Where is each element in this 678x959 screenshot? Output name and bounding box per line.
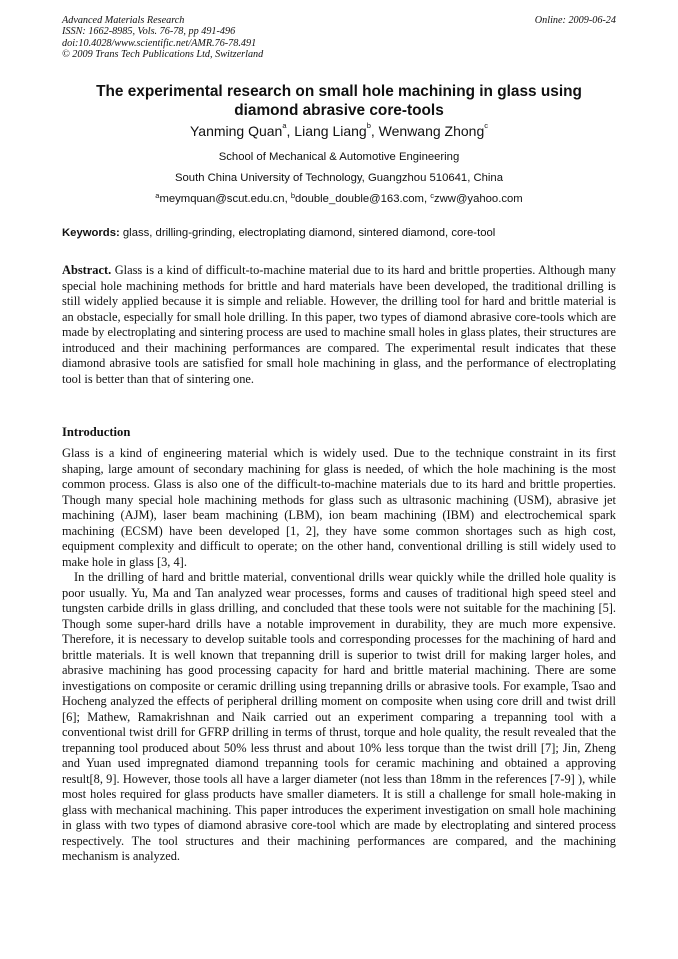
intro-paragraph: Glass is a kind of engineering material which is widely used. Due to the technique constraint in its first shaping, large amount of secondary machining for glass is needed, of which the hole machining is the most common process. Glass is also one of the difficult-to-machine materials due to its hard and brittle properties. Though many special hole machining methods for glass such as ultrasonic machining (USM), abrasive jet machining (AJM), laser beam machining (LBM), ion beam machining (IBM) and electrochemical spark machining (ECSM) have been developed [1, 2], they have some common shortages such as high cost, equipment complexity and difficult to operate; on the other hand, conventional drilling is still widely used to make hole in glass [3, 4]. xyxy=(62,446,616,569)
abstract-paragraph xyxy=(62,263,616,387)
author-name: Wenwang Zhong xyxy=(378,123,485,139)
keywords-text: glass, drilling-grinding, electroplating diamond, sintered diamond, core-tool xyxy=(119,227,496,239)
email-link: double_double@163.com, xyxy=(295,193,431,205)
affiliation-university: South China University of Technology, Guangzhou 510641, China xyxy=(174,172,504,184)
journal-name: Advanced Materials Research xyxy=(62,15,185,26)
intro-paragraph: In the drilling of hard and brittle material, conventional drills wear quickly while the drilled hole quality is poor usually. Yu, Ma and Tan analyzed wear processes, forms and causes of traditional high speed steel and tungsten carbide drills in glass drilling, and concluded that these tools were not suitable for the machining [5]. Though some super-hard drills have a notable improvement in durability, they are much more expensive. Therefore, it is necessary to develop suitable tools and corresponding processes for the machining of hard and brittle materials. It is well known that trepanning drill is superior to twist drill for making larger holes, and abrasive machining has good processing capacity for hard and brittle material machining. There are some investigations on composite or ceramic drilling using trepanning drills or abrasive tools. For example, Tsao and Hocheng analyzed the effects of peripheral drilling moment on composite when using core drill and twist drill [6]; Mathew, Ramakrishnan and Naik carried out an experiment comparing a trepanning tool with a conventional twist drill for GFRP drilling in terms of thrust, torque and hole quality, the result revealed that the trepanning tool produced about 50% less thrust and about 10% less torque than the twist drill [7]; Jin, Zheng and Yuan used impregnated diamond trepanning tools for ceramic machining and obtained a approving result[8, 9]. However, those tools all have a larger diameter (not less than 18mm in the references [7-9] ), while most holes required for glass products have smaller diameters. It is still a challenge for small hole-making in glass with mechanical machining. This paper introduces the experiment investigation on small hole machining in glass with two types of diamond abrasive core-tool which are made by electroplating and sintered process respectively. The tool structures and their machining performances are compared, and the machining mechanism is analyzed. xyxy=(62,570,616,863)
copyright-line: © 2009 Trans Tech Publications Ltd, Switzerland xyxy=(62,49,264,61)
author-sep: , xyxy=(286,123,295,139)
author-sep: , xyxy=(370,123,379,139)
author-sup: a xyxy=(282,121,287,130)
author-sup: c xyxy=(484,121,488,130)
section-heading-introduction: Introduction xyxy=(62,425,131,439)
keywords-label: Keywords: xyxy=(62,227,120,239)
author-name: Yanming Quan xyxy=(189,123,283,139)
introduction-body xyxy=(62,446,616,865)
keywords-line xyxy=(62,227,616,239)
affiliation-school: School of Mechanical & Automotive Engineering xyxy=(218,151,460,163)
paper-title: The experimental research on small hole machining in glass using diamond abrasive core-tools xyxy=(96,83,582,119)
email-sup: b xyxy=(290,191,296,200)
abstract-label: Abstract. xyxy=(62,263,112,277)
author-sup: b xyxy=(366,121,371,130)
email-line xyxy=(62,193,616,205)
email-link: meymquan@scut.edu.cn, xyxy=(159,193,291,205)
online-date: Online: 2009-06-24 xyxy=(534,15,616,26)
doi-line: doi:10.4028/www.scientific.net/AMR.76-78.491 xyxy=(62,37,257,49)
author-name: Liang Liang xyxy=(294,123,367,139)
email-sup: a xyxy=(155,191,160,200)
author-list xyxy=(62,123,616,139)
email-sup: c xyxy=(430,191,434,200)
abstract-text: Glass is a kind of difficult-to-machine material due to its hard and brittle properties. Although many special hole machining methods for brittle and hard materials have been developed, the traditional drilling is still widely applied because it is simple and reliable. However, the drilling tool for hard and brittle material is an obstacle, especially for small hole drilling. In this paper, two types of diamond abrasive core-tools which are made by electroplating and sintering process are used to machine small holes in glass plates, their structures are introduced and their machining performances are compared. The experimental result indicates that these diamond abrasive tools are satisfied for small hole machining in glass, and the performance of electroplating tool is better than that of sintering one. xyxy=(62,263,616,386)
email-link: zww@yahoo.com xyxy=(434,193,523,205)
journal-header xyxy=(62,15,263,61)
issn-line: ISSN: 1662-8985, Vols. 76-78, pp 491-496 xyxy=(62,26,236,38)
